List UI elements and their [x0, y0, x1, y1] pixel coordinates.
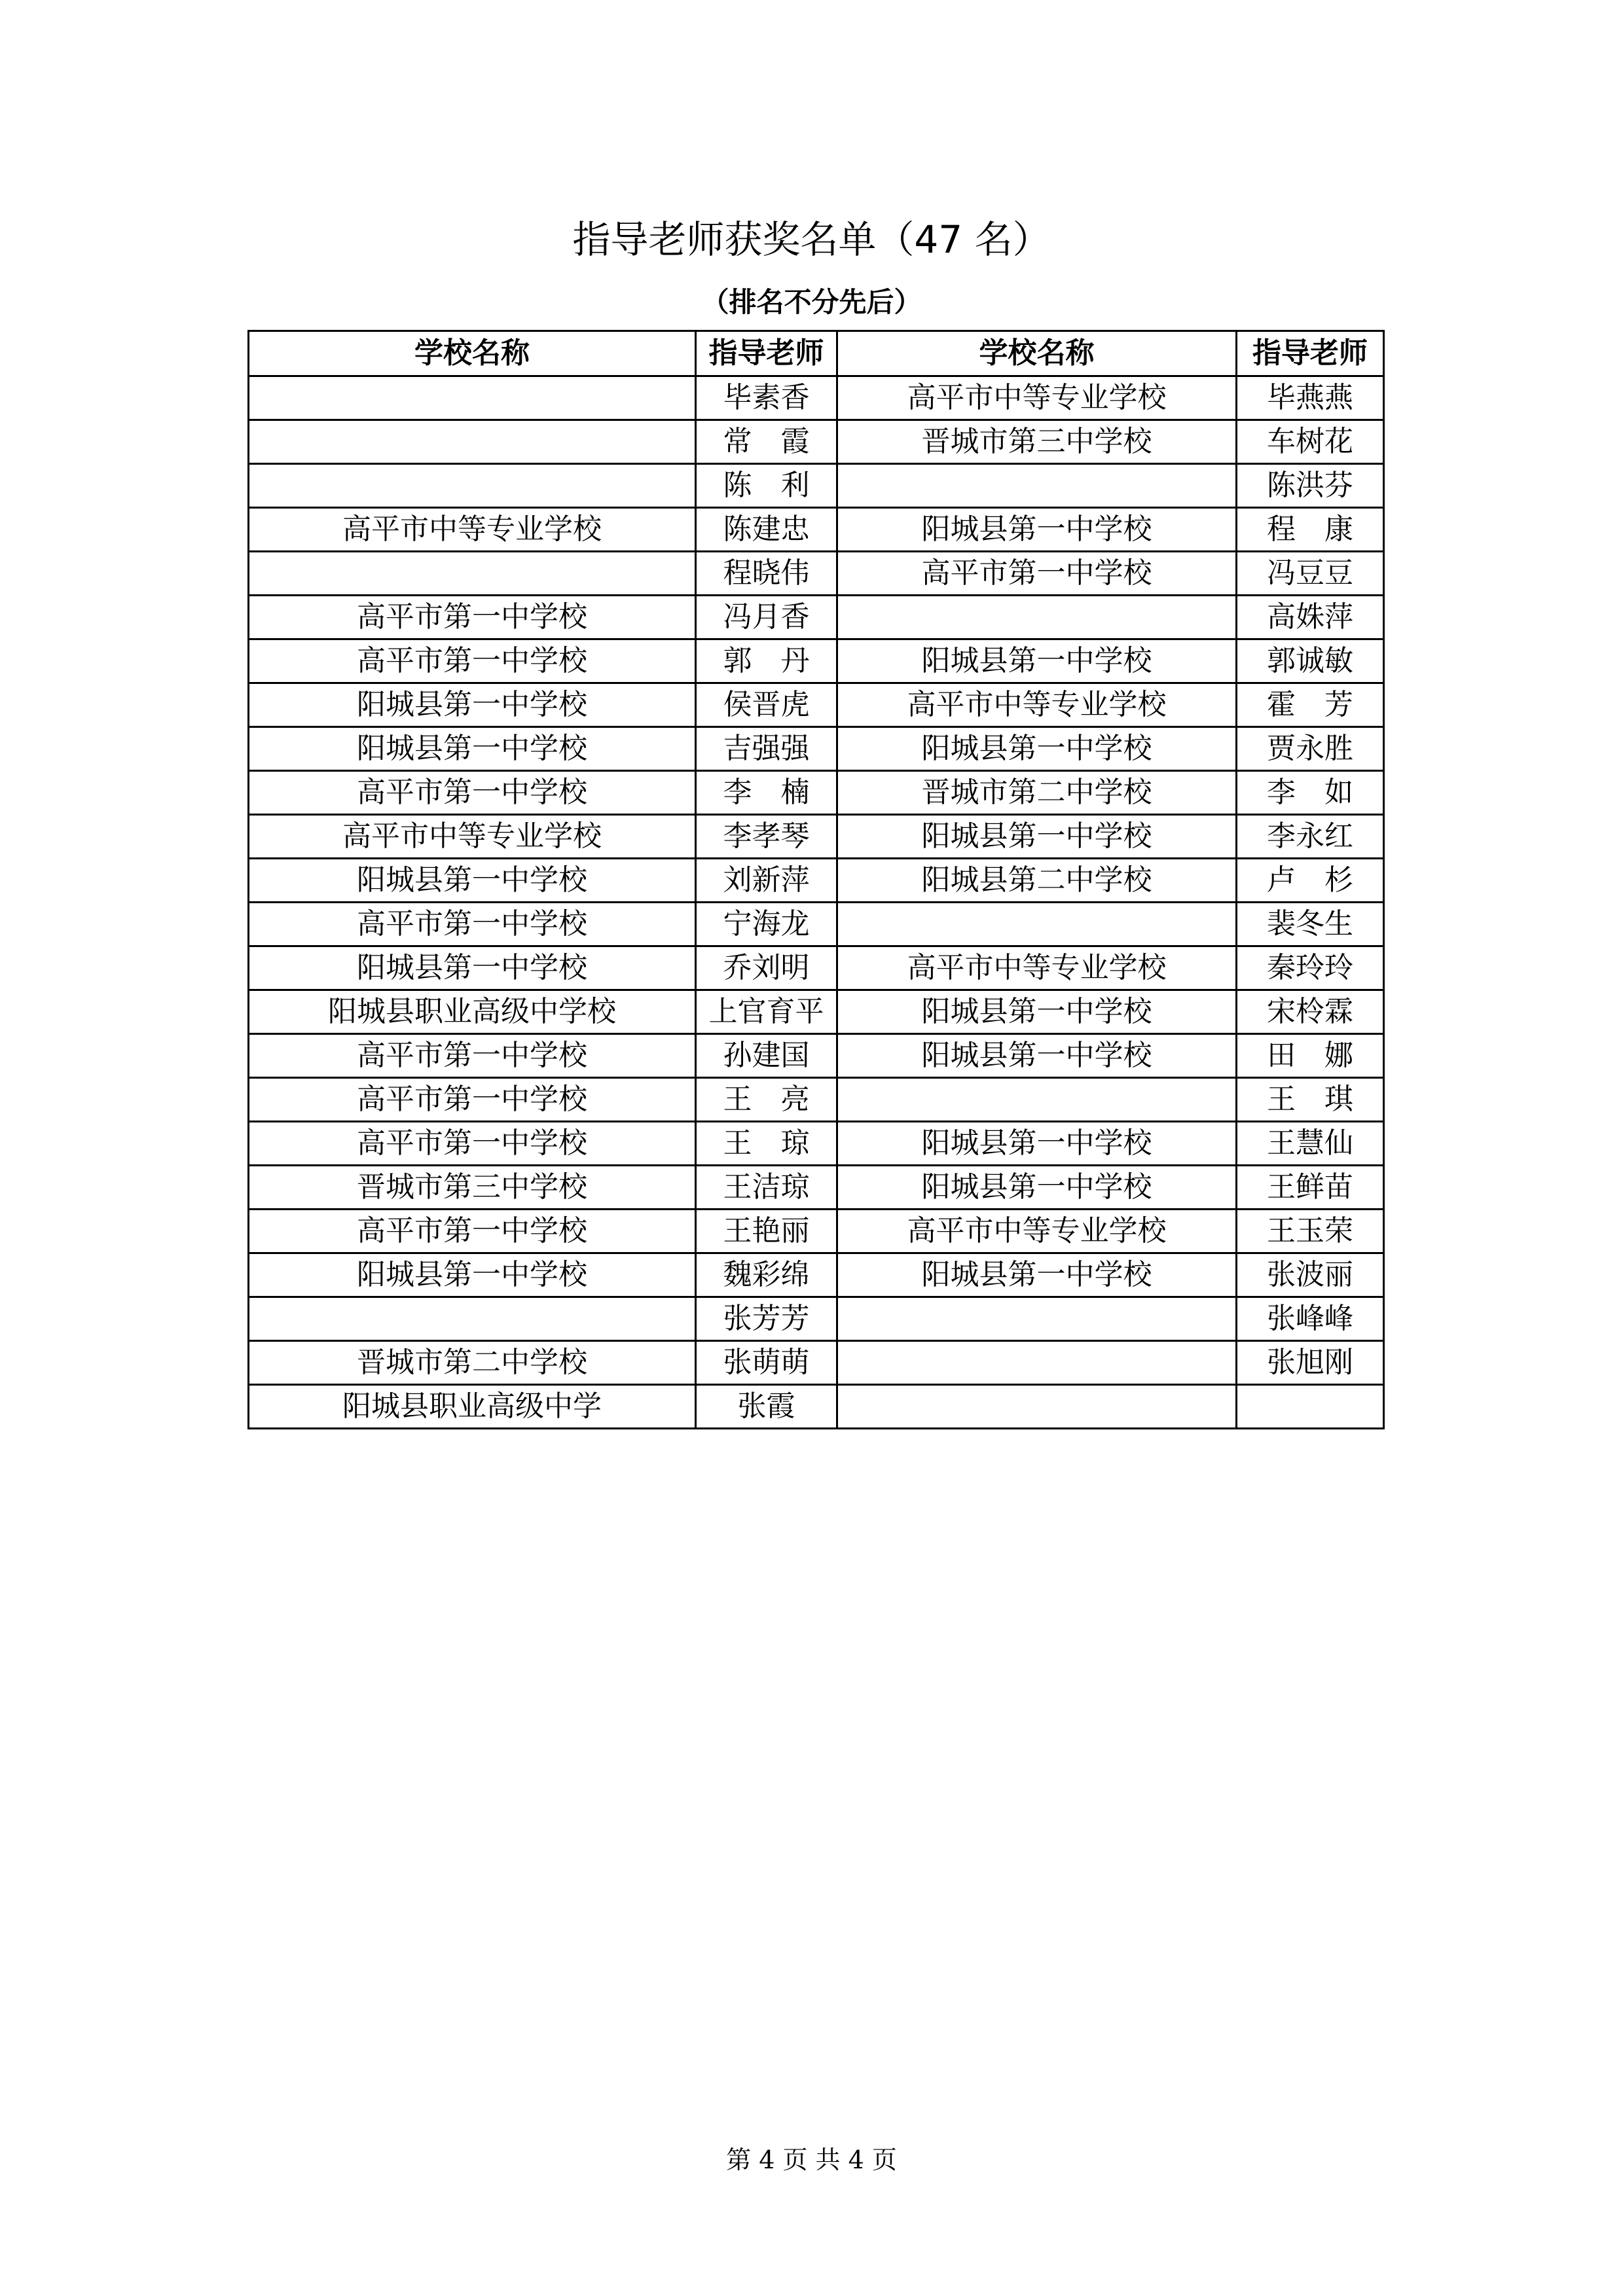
school-cell-right	[837, 903, 1237, 946]
teacher-cell-left: 吉强强	[696, 727, 837, 771]
header-school-name-left: 学校名称	[249, 331, 696, 376]
school-cell-left: 阳城县第一中学校	[249, 1253, 696, 1297]
school-cell-left: 高平市第一中学校	[249, 771, 696, 815]
table-row	[249, 1078, 1384, 1122]
teacher-cell-right: 程 康	[1237, 508, 1384, 552]
teacher-cell-right: 王鲜苗	[1237, 1166, 1384, 1210]
teacher-cell-left: 王洁琼	[696, 1166, 837, 1210]
school-cell-left: 高平市第一中学校	[249, 1122, 696, 1166]
school-cell-right	[837, 596, 1237, 639]
teacher-cell-right: 郭诚敏	[1237, 639, 1384, 683]
school-cell-left: 阳城县职业高级中学校	[249, 990, 696, 1034]
table-row	[249, 1122, 1384, 1166]
teacher-cell-left: 陈 利	[696, 464, 837, 508]
teacher-cell-left: 张霞	[696, 1385, 837, 1429]
school-cell-left: 阳城县第一中学校	[249, 727, 696, 771]
teacher-cell-right: 王慧仙	[1237, 1122, 1384, 1166]
teacher-cell-left: 王 亮	[696, 1078, 837, 1122]
table-row	[249, 903, 1384, 946]
school-cell-right: 阳城县第一中学校	[837, 815, 1237, 859]
document-subtitle: （排名不分先后）	[701, 286, 922, 318]
school-cell-right	[837, 464, 1237, 508]
teacher-cell-right: 毕燕燕	[1237, 376, 1384, 420]
school-cell-left: 晋城市第二中学校	[249, 1341, 696, 1385]
teacher-cell-right: 冯豆豆	[1237, 552, 1384, 596]
teacher-cell-right: 车树花	[1237, 420, 1384, 464]
teacher-cell-right: 田 娜	[1237, 1034, 1384, 1078]
teacher-cell-right: 李 如	[1237, 771, 1384, 815]
header-teacher-right: 指导老师	[1237, 331, 1384, 376]
school-cell-right: 高平市中等专业学校	[837, 683, 1237, 727]
teacher-cell-right	[1237, 1385, 1384, 1429]
school-cell-right: 高平市中等专业学校	[837, 946, 1237, 990]
table-row	[249, 1297, 1384, 1341]
school-cell-left	[249, 1297, 696, 1341]
school-cell-left: 高平市第一中学校	[249, 596, 696, 639]
table-row	[249, 946, 1384, 990]
school-cell-left: 高平市第一中学校	[249, 1078, 696, 1122]
school-cell-left: 晋城市第三中学校	[249, 1166, 696, 1210]
teacher-cell-right: 高姝萍	[1237, 596, 1384, 639]
school-cell-right	[837, 1297, 1237, 1341]
school-cell-right: 阳城县第一中学校	[837, 990, 1237, 1034]
school-cell-right	[837, 1341, 1237, 1385]
teacher-cell-right: 王玉荣	[1237, 1210, 1384, 1253]
teacher-cell-left: 毕素香	[696, 376, 837, 420]
teacher-cell-left: 刘新萍	[696, 859, 837, 903]
table-row	[249, 1210, 1384, 1253]
table-row	[249, 420, 1384, 464]
table-row	[249, 1253, 1384, 1297]
school-cell-left: 高平市中等专业学校	[249, 508, 696, 552]
teacher-cell-left: 程晓伟	[696, 552, 837, 596]
award-table	[247, 330, 1385, 1429]
teacher-cell-left: 陈建忠	[696, 508, 837, 552]
teacher-cell-left: 王 琼	[696, 1122, 837, 1166]
school-cell-right	[837, 1078, 1237, 1122]
teacher-cell-left: 李 楠	[696, 771, 837, 815]
page-footer: 第 4 页 共 4 页	[726, 2145, 897, 2174]
school-cell-left	[249, 464, 696, 508]
teacher-cell-right: 陈洪芬	[1237, 464, 1384, 508]
school-cell-left: 阳城县第一中学校	[249, 859, 696, 903]
table-header-row	[249, 331, 1384, 376]
table-body	[249, 376, 1384, 1429]
school-cell-left	[249, 376, 696, 420]
table-row	[249, 1341, 1384, 1385]
school-cell-right: 阳城县第一中学校	[837, 508, 1237, 552]
teacher-cell-left: 乔刘明	[696, 946, 837, 990]
teacher-cell-left: 上官育平	[696, 990, 837, 1034]
teacher-cell-right: 张峰峰	[1237, 1297, 1384, 1341]
school-cell-right: 阳城县第一中学校	[837, 1253, 1237, 1297]
table-row	[249, 990, 1384, 1034]
school-cell-left: 高平市第一中学校	[249, 903, 696, 946]
header-school-name-right: 学校名称	[837, 331, 1237, 376]
teacher-cell-right: 李永红	[1237, 815, 1384, 859]
teacher-cell-left: 孙建国	[696, 1034, 837, 1078]
teacher-cell-left: 王艳丽	[696, 1210, 837, 1253]
table-row	[249, 639, 1384, 683]
school-cell-right: 晋城市第二中学校	[837, 771, 1237, 815]
table-row	[249, 1166, 1384, 1210]
teacher-cell-left: 张芳芳	[696, 1297, 837, 1341]
table-row	[249, 552, 1384, 596]
table-row	[249, 1034, 1384, 1078]
school-cell-left: 阳城县第一中学校	[249, 946, 696, 990]
table-row	[249, 1385, 1384, 1429]
teacher-cell-left: 魏彩绵	[696, 1253, 837, 1297]
school-cell-left: 高平市第一中学校	[249, 1034, 696, 1078]
school-cell-right: 阳城县第二中学校	[837, 859, 1237, 903]
teacher-cell-right: 宋柃霖	[1237, 990, 1384, 1034]
school-cell-right: 高平市中等专业学校	[837, 376, 1237, 420]
teacher-cell-left: 郭 丹	[696, 639, 837, 683]
teacher-cell-left: 李孝琴	[696, 815, 837, 859]
school-cell-right: 晋城市第三中学校	[837, 420, 1237, 464]
school-cell-right: 阳城县第一中学校	[837, 1034, 1237, 1078]
table-row	[249, 815, 1384, 859]
table-row	[249, 727, 1384, 771]
school-cell-left: 高平市第一中学校	[249, 1210, 696, 1253]
teacher-cell-right: 张旭刚	[1237, 1341, 1384, 1385]
school-cell-right: 阳城县第一中学校	[837, 1166, 1237, 1210]
school-cell-right: 阳城县第一中学校	[837, 1122, 1237, 1166]
school-cell-right: 高平市第一中学校	[837, 552, 1237, 596]
school-cell-left: 高平市中等专业学校	[249, 815, 696, 859]
teacher-cell-left: 常 霞	[696, 420, 837, 464]
school-cell-right: 阳城县第一中学校	[837, 727, 1237, 771]
table-row	[249, 464, 1384, 508]
school-cell-right: 高平市中等专业学校	[837, 1210, 1237, 1253]
teacher-cell-right: 王 琪	[1237, 1078, 1384, 1122]
school-cell-left: 高平市第一中学校	[249, 639, 696, 683]
table-row	[249, 771, 1384, 815]
table-row	[249, 376, 1384, 420]
school-cell-left: 阳城县职业高级中学	[249, 1385, 696, 1429]
teacher-cell-left: 张萌萌	[696, 1341, 837, 1385]
school-cell-left	[249, 552, 696, 596]
table-row	[249, 508, 1384, 552]
teacher-cell-left: 冯月香	[696, 596, 837, 639]
teacher-cell-left: 侯晋虎	[696, 683, 837, 727]
teacher-cell-right: 卢 杉	[1237, 859, 1384, 903]
table-row	[249, 683, 1384, 727]
teacher-cell-right: 秦玲玲	[1237, 946, 1384, 990]
document-title: 指导老师获奖名单（47 名）	[572, 217, 1051, 262]
table-row	[249, 596, 1384, 639]
teacher-cell-right: 裴冬生	[1237, 903, 1384, 946]
teacher-cell-right: 霍 芳	[1237, 683, 1384, 727]
teacher-cell-right: 贾永胜	[1237, 727, 1384, 771]
teacher-cell-right: 张波丽	[1237, 1253, 1384, 1297]
school-cell-left: 阳城县第一中学校	[249, 683, 696, 727]
header-teacher-left: 指导老师	[696, 331, 837, 376]
school-cell-right: 阳城县第一中学校	[837, 639, 1237, 683]
school-cell-right	[837, 1385, 1237, 1429]
teacher-cell-left: 宁海龙	[696, 903, 837, 946]
table-row	[249, 859, 1384, 903]
school-cell-left	[249, 420, 696, 464]
